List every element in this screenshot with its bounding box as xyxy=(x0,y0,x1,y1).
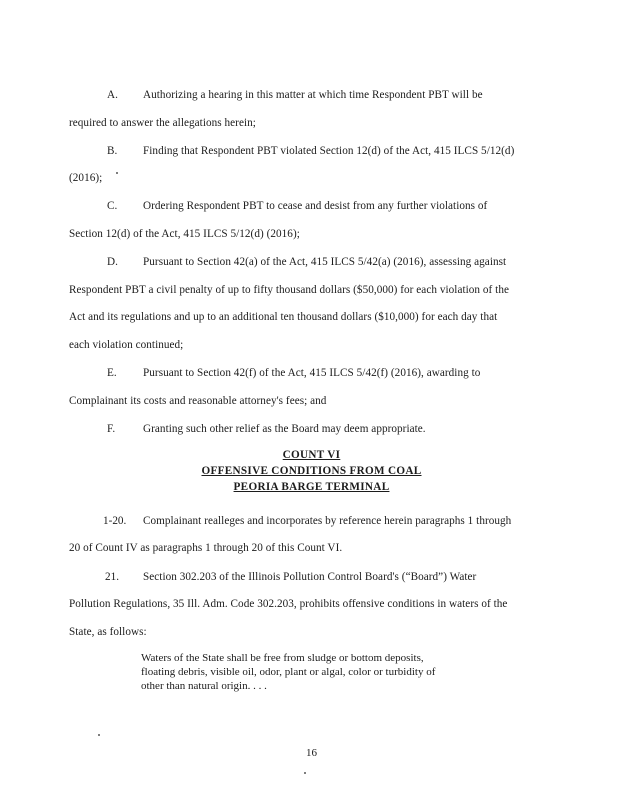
item-d-letter: D. xyxy=(107,256,118,268)
count-heading-title: COUNT VI xyxy=(282,449,341,461)
item-c-line-2: Section 12(d) of the Act, 415 ILCS 5/12(d) (2016); xyxy=(69,228,300,240)
paragraph-21-line-2: Pollution Regulations, 35 Ill. Adm. Code 302.203, prohibits offensive conditions in waters of the xyxy=(69,598,508,610)
scan-speck xyxy=(116,172,118,174)
block-quote-line-1: Waters of the State shall be free from sludge or bottom deposits, xyxy=(141,652,424,664)
item-c-letter: C. xyxy=(107,200,118,212)
item-d-line-2: Respondent PBT a civil penalty of up to fifty thousand dollars ($50,000) for each violation of the xyxy=(69,284,509,296)
paragraph-21-number: 21. xyxy=(105,571,119,583)
item-f-letter: F. xyxy=(107,423,116,435)
item-a-line-2: required to answer the allegations herein; xyxy=(69,117,256,129)
item-b-line-1: Finding that Respondent PBT violated Section 12(d) of the Act, 415 ILCS 5/12(d) xyxy=(143,145,515,157)
paragraph-1-20-line-1: Complainant realleges and incorporates by reference herein paragraphs 1 through xyxy=(143,515,512,527)
paragraph-21-line-3: State, as follows: xyxy=(69,626,147,638)
count-heading-subtitle-2: PEORIA BARGE TERMINAL xyxy=(233,481,390,493)
item-b-letter: B. xyxy=(107,145,118,157)
item-d-line-4: each violation continued; xyxy=(69,339,184,351)
count-heading-subtitle-1: OFFENSIVE CONDITIONS FROM COAL xyxy=(201,465,422,477)
item-e-line-1: Pursuant to Section 42(f) of the Act, 415 ILCS 5/42(f) (2016), awarding to xyxy=(143,367,481,379)
page-number: 16 xyxy=(306,747,317,759)
paragraph-21-line-1: Section 302.203 of the Illinois Pollution Control Board's (“Board”) Water xyxy=(143,571,477,583)
item-d-line-1: Pursuant to Section 42(a) of the Act, 415 ILCS 5/42(a) (2016), assessing against xyxy=(143,256,507,268)
paragraph-1-20-number: 1-20. xyxy=(103,515,127,527)
scan-speck xyxy=(304,772,306,774)
item-b-line-2: (2016); xyxy=(69,172,103,184)
block-quote-line-3: other than natural origin. . . . xyxy=(141,680,267,692)
item-e-letter: E. xyxy=(107,367,117,379)
paragraph-1-20-line-2: 20 of Count IV as paragraphs 1 through 20 of this Count VI. xyxy=(69,542,343,554)
item-f-line-1: Granting such other relief as the Board may deem appropriate. xyxy=(143,423,426,435)
item-c-line-1: Ordering Respondent PBT to cease and desist from any further violations of xyxy=(143,200,488,212)
scan-speck xyxy=(98,734,100,736)
item-a-letter: A. xyxy=(107,89,118,101)
item-e-line-2: Complainant its costs and reasonable attorney's fees; and xyxy=(69,395,327,407)
item-d-line-3: Act and its regulations and up to an additional ten thousand dollars ($10,000) for each day that xyxy=(69,311,498,323)
item-a-line-1: Authorizing a hearing in this matter at which time Respondent PBT will be xyxy=(143,89,483,101)
block-quote-line-2: floating debris, visible oil, odor, plant or algal, color or turbidity of xyxy=(141,666,436,678)
